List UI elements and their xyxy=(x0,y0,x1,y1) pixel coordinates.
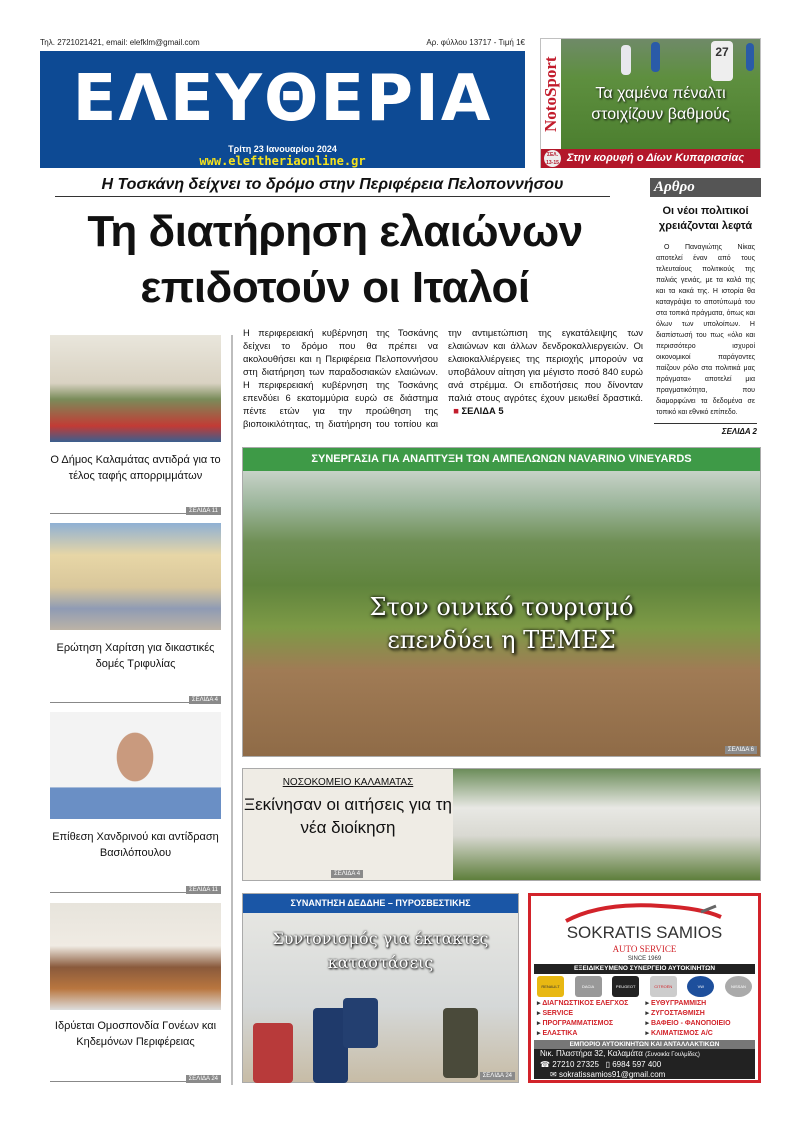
newspaper-logo: ΕΛΕΥΘΕΡΙΑ xyxy=(72,62,493,136)
vineyards-banner: ΣΥΝΕΡΓΑΣΙΑ ΓΙΑ ΑΝΑΠΤΥΞΗ ΤΩΝ ΑΜΠΕΛΩΝΩΝ NAVARINO VINEYARDS xyxy=(243,448,760,471)
issue-info: Αρ. φύλλου 13717 - Τιμή 1€ xyxy=(426,38,525,47)
ad-subtitle: AUTO SERVICE xyxy=(612,944,677,954)
vw-logo-icon: VW xyxy=(687,976,714,997)
headline-line-1: Στον οινικό τουρισμό xyxy=(369,593,634,621)
ad-address: Νικ. Πλαστήρα 32, Καλαμάτα xyxy=(540,1049,643,1058)
car-logo-icon xyxy=(561,900,731,924)
opinion-section-label: Αρθρο xyxy=(650,178,761,197)
sport-bar-text: Στην κορυφή ο Δίων Κυπαρισσίας xyxy=(567,152,745,164)
service-item: ▸ ΠΡΟΓΡΑΜΜΑΤΙΣΜΟΣ xyxy=(537,1019,646,1029)
auto-service-ad[interactable] xyxy=(528,893,761,1083)
service-item: ▸ SERVICE xyxy=(537,1009,646,1019)
opinion-page-ref: ΣΕΛΙΔΑ 2 xyxy=(654,423,757,436)
nissan-logo-icon: NISSAN xyxy=(725,976,752,997)
vineyards-headline[interactable] xyxy=(243,591,760,657)
parents-meeting-photo xyxy=(50,903,221,1010)
deddhe-story[interactable] xyxy=(242,893,519,1083)
lead-kicker: Η Τοσκάνη δείχνει το δρόμο στην Περιφέρεια Πελοποννήσου xyxy=(55,176,610,197)
ad-area: (Συνοικία Γουλμίδες) xyxy=(645,1052,700,1058)
hospital-kicker: ΝΟΣΟΚΟΜΕΙΟ ΚΑΛΑΜΑΤΑΣ xyxy=(282,777,414,788)
ad-specialty: ΕΞΕΙΔΙΚΕΥΜΕΝΟ ΣΥΝΕΡΓΕΙΟ ΑΥΤΟΚΙΝΗΤΩΝ xyxy=(534,964,755,974)
service-item: ▸ ΒΑΦΕΙΟ - ΦΑΝΟΠΟΙΕΙΟ xyxy=(646,1019,755,1029)
email-icon: ✉ xyxy=(550,1070,557,1079)
masthead[interactable] xyxy=(40,51,525,168)
page-tag: ΣΕΛΙΔΑ 11 xyxy=(186,507,221,515)
page-tag: ΣΕΛΙΔΑ 24 xyxy=(186,1075,221,1083)
ad-since: SINCE 1969 xyxy=(627,956,662,962)
football-photo xyxy=(561,39,760,149)
ad-contact xyxy=(534,1049,755,1079)
vineyard-photo xyxy=(243,471,760,756)
left-story-3[interactable]: Επίθεση Χανδρινού και αντίδραση Βασιλόπουλου xyxy=(52,831,219,859)
opinion-title[interactable]: Οι νέοι πολιτικοί χρειάζονται λεφτά xyxy=(658,205,753,232)
left-page-ref-1 xyxy=(50,505,221,514)
deddhe-page-ref: ΣΕΛΙΔΑ 24 xyxy=(480,1072,515,1080)
lead-page-ref[interactable]: ■ ΣΕΛΙΔΑ 5 xyxy=(448,405,504,416)
service-item: ▸ ΕΛΑΣΤΙΚΑ xyxy=(537,1029,646,1039)
deddhe-banner: ΣΥΝΑΝΤΗΣΗ ΔΕΔΔΗΕ – ΠΥΡΟΣΒΕΣΤΙΚΗΣ xyxy=(243,894,518,913)
lead-page-text: ΣΕΛΙΔΑ 5 xyxy=(461,405,504,416)
sport-subheadline[interactable] xyxy=(541,149,760,168)
service-item: ▸ ΖΥΓΟΣΤΑΘΜΙΣΗ xyxy=(646,1009,755,1019)
left-story-2[interactable]: Ερώτηση Χαρίτση για δικαστικές δομές Τριφυλίας xyxy=(56,642,215,670)
service-item: ▸ ΚΛΙΜΑΤΙΣΜΟΣ A/C xyxy=(646,1029,755,1039)
phone-icon: ☎ xyxy=(540,1060,550,1069)
page-tag: ΣΕΛΙΔΑ 11 xyxy=(186,886,221,894)
headline-line-2: επενδύει η ΤΕΜΕΣ xyxy=(387,626,616,654)
issue-date: Τρίτη 23 Ιανουαρίου 2024 xyxy=(228,144,337,154)
column-divider xyxy=(231,335,233,1085)
sport-pages-badge: ΣΕΛ. 13-15 xyxy=(544,150,561,167)
lead-article xyxy=(243,326,643,430)
hospital-page-ref: ΣΕΛΙΔΑ 4 xyxy=(331,870,363,878)
left-page-ref-4 xyxy=(50,1073,221,1082)
hospital-story[interactable] xyxy=(242,768,761,881)
service-item: ▸ ΔΙΑΓΝΩΣΤΙΚΟΣ ΕΛΕΓΧΟΣ xyxy=(537,999,646,1009)
contact-info: Τηλ. 2721021421, email: elefklm@gmail.com xyxy=(40,38,200,47)
mobile-icon: ▯ xyxy=(605,1060,610,1069)
ad-brand-logos xyxy=(537,976,752,997)
ad-services-list xyxy=(537,999,754,1039)
ad-mobile[interactable]: 6984 597 400 xyxy=(612,1060,662,1069)
vineyards-story[interactable] xyxy=(242,447,761,757)
lead-body: Η περιφερειακή κυβέρνηση της Τοσκάνης δείχνει το δρόμο που θα πρέπει να ακολουθήσει και η Περιφέρεια Πελοποννήσου στη διατήρηση των παραδοσιακών ελαιώνων. Η περιφερειακή κυβέρνηση της Τοσκάνης επενδύει 6 εκατομμύρια ευρώ σε διάστημα πέντε ετών για την προώθηση της βιοποικιλότητας, τη διατήρηση του τοπίου και την αντιμετώπιση της εγκατάλειψης των ελαιώνων και άλλων δενδροκαλλιεργειών. Οι ελαιοκαλλιέργειες της περιοχής μπορούν να υποβάλουν αίτηση για μέγιστο ποσό 840 ευρώ ανά στρέμμα. Οι επιδοτήσεις που δίνονταν παλιά στους αγρότες έχουν μειωθεί δραστικά. xyxy=(243,327,643,429)
sport-section-label: NotoSport xyxy=(541,39,561,149)
left-story-4[interactable]: Ιδρύεται Ομοσπονδία Γονέων και Κηδεμόνων Περιφέρειας xyxy=(54,1020,217,1048)
page-tag: ΣΕΛΙΔΑ 4 xyxy=(189,696,221,704)
sport-headline[interactable]: Τα χαμένα πέναλτι στοιχίζουν βαθμούς xyxy=(591,85,730,123)
opinion-article[interactable] xyxy=(650,178,761,436)
left-page-ref-3 xyxy=(50,884,221,893)
meeting-photo xyxy=(243,913,518,1082)
courthouse-photo xyxy=(50,523,221,630)
website-link[interactable]: www.eleftheriaonline.gr xyxy=(199,154,366,168)
citroen-logo-icon: CITROËN xyxy=(650,976,677,997)
player-jersey: 27 xyxy=(711,41,733,81)
sport-teaser[interactable] xyxy=(540,38,761,168)
ad-shop-line: ΕΜΠΟΡΙΟ ΑΥΤΟΚΙΝΗΤΩΝ ΚΑΙ ΑΝΤΑΛΛΑΚΤΙΚΩΝ xyxy=(534,1040,755,1049)
politician-portrait xyxy=(50,712,221,819)
left-story-1[interactable]: Ο Δήμος Καλαμάτας αντιδρά για το τέλος ταφής απορριμμάτων xyxy=(50,454,221,482)
ad-business-name: SOKRATIS SAMIOS xyxy=(566,923,723,942)
renault-logo-icon: RENAULT xyxy=(537,976,564,997)
peugeot-logo-icon: PEUGEOT xyxy=(612,976,639,997)
left-page-ref-2 xyxy=(50,694,221,703)
hospital-headline[interactable]: Ξεκίνησαν οι αιτήσεις για τη νέα διοίκηση xyxy=(244,795,452,837)
vineyards-page-ref: ΣΕΛΙΔΑ 6 xyxy=(725,746,757,754)
ad-phone[interactable]: 27210 27325 xyxy=(552,1060,599,1069)
hospital-aerial-photo xyxy=(453,769,760,880)
service-item: ▸ ΕΥΘΥΓΡΑΜΜΙΣΗ xyxy=(646,999,755,1009)
council-meeting-photo xyxy=(50,335,221,442)
opinion-body: Ο Παναγιώτης Νίκας αποτελεί έναν από τους τελευταίους πολιτικούς της παλιάς γενιάς, με τα καλά της και τα κακά της. Η ιστορία θα καταγράψει το αποτύπωμά του στα τοπικά πράγματα, όπως και όλων των υπολοίπων. Η διαπίστωσή του πως «όλο και περισσότερο ισχυροί οικονομικοί παράγοντες παίζουν ρόλο στα πολιτικά μας πράγματα» αποτελεί μια πραγματικότητα, που διαμορφώνει τα δεδομένα σε τοπικό και εθνικό επίπεδο. xyxy=(656,244,755,416)
lead-headline[interactable]: Τη διατήρηση ελαιώνων επιδοτούν οι Ιταλοί xyxy=(87,207,583,312)
deddhe-headline[interactable]: Συντονισμός για έκτακτες καταστάσεις xyxy=(272,929,489,972)
dacia-logo-icon: DACIA xyxy=(575,976,602,997)
ad-email[interactable]: sokratissamios91@gmail.com xyxy=(558,1070,666,1079)
